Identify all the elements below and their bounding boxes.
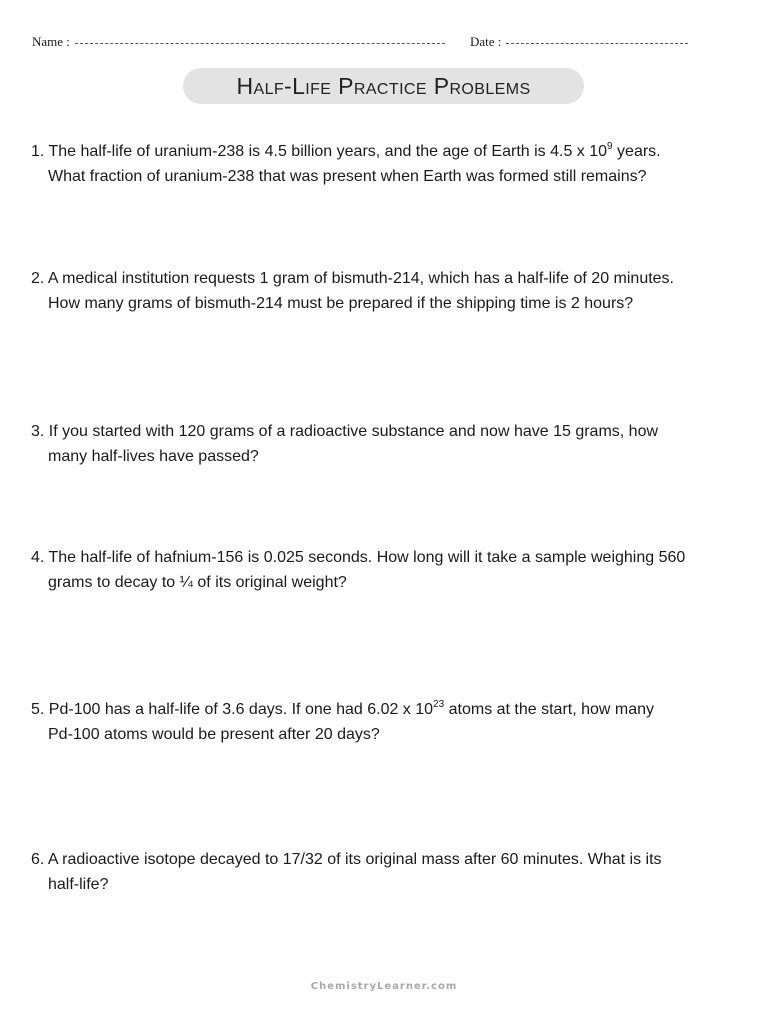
date-field xyxy=(470,34,688,50)
problem-5-line-1 xyxy=(31,697,743,722)
problem-2-line-1: 2. A medical institution requests 1 gram of bismuth-214, which has a half-life of 20 minutes. xyxy=(31,270,674,287)
problem-5 xyxy=(31,697,743,747)
problem-5-text-b: atoms at the start, how many xyxy=(444,701,655,718)
date-label: Date : xyxy=(470,34,502,49)
problem-1 xyxy=(31,139,743,189)
problem-3 xyxy=(31,419,743,469)
problem-3-line-2: many half-lives have passed? xyxy=(48,448,259,465)
problem-4-line-2: grams to decay to ¼ of its original weight? xyxy=(48,574,347,591)
problem-6 xyxy=(31,847,743,897)
problem-6-line-1: 6. A radioactive isotope decayed to 17/32 of its original mass after 60 minutes. What is its xyxy=(31,851,662,868)
name-label: Name : xyxy=(32,34,70,49)
problem-4-line-1: 4. The half-life of hafnium-156 is 0.025 seconds. How long will it take a sample weighing 560 xyxy=(31,549,686,566)
problem-1-line-2: What fraction of uranium-238 that was present when Earth was formed still remains? xyxy=(48,168,647,185)
problem-3-line-1: 3. If you started with 120 grams of a radioactive substance and now have 15 grams, how xyxy=(31,423,659,440)
problem-5-line-2: Pd-100 atoms would be present after 20 days? xyxy=(48,726,380,743)
problem-1-text-b: years. xyxy=(612,143,661,160)
problem-6-line-2: half-life? xyxy=(48,876,109,893)
page-title: Half-Life Practice Problems xyxy=(236,72,531,99)
date-blank-line[interactable] xyxy=(506,42,688,44)
name-blank-line[interactable] xyxy=(75,42,445,44)
problem-5-text-a: 5. Pd-100 has a half-life of 3.6 days. If one had 6.02 x 10 xyxy=(31,701,434,718)
problem-2-line-2: How many grams of bismuth-214 must be prepared if the shipping time is 2 hours? xyxy=(48,295,634,312)
problem-1-text-a: 1. The half-life of uranium-238 is 4.5 billion years, and the age of Earth is 4.5 x 10 xyxy=(31,143,608,160)
problem-2 xyxy=(31,266,743,316)
name-field xyxy=(32,34,445,50)
problem-5-exponent: 23 xyxy=(433,699,445,710)
problem-1-exponent: 9 xyxy=(607,141,613,152)
problem-4 xyxy=(31,545,743,595)
title-banner xyxy=(183,68,584,104)
site-watermark: ChemistryLearner.com xyxy=(310,981,458,992)
worksheet-header xyxy=(32,34,712,54)
problem-1-line-1 xyxy=(31,139,743,164)
